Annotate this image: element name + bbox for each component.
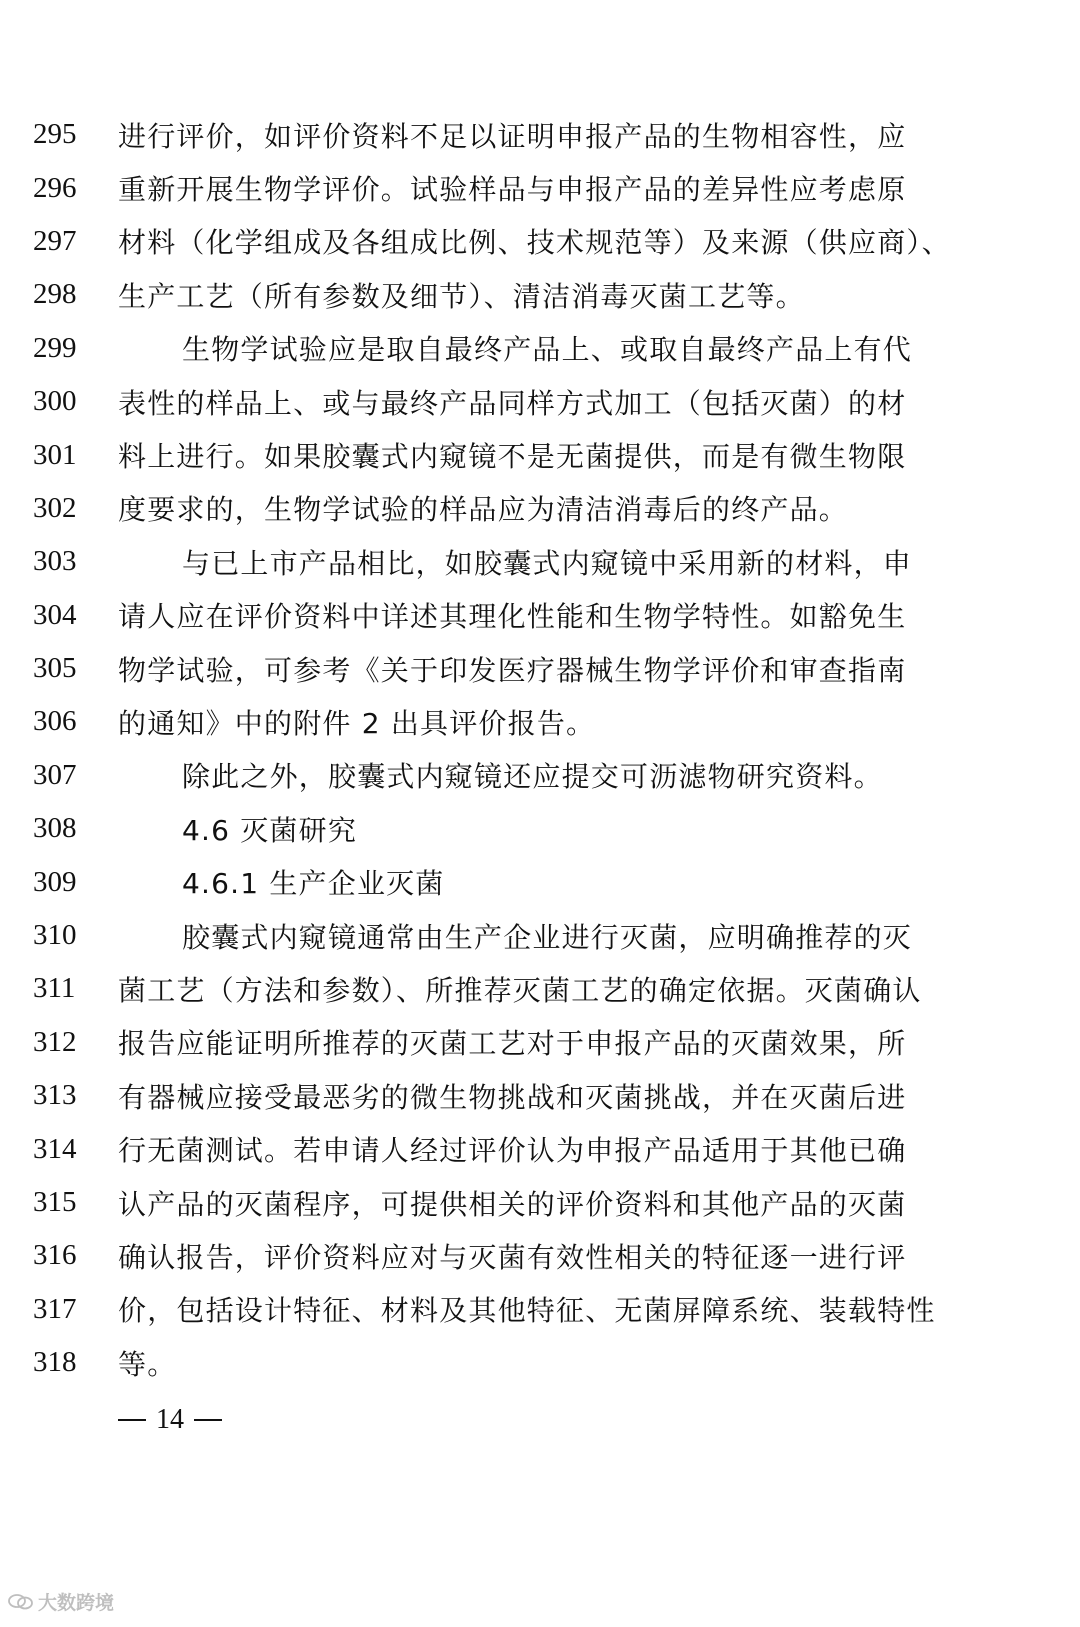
text-line (0, 909, 1080, 962)
watermark (8, 1588, 114, 1615)
text-line (0, 161, 1080, 214)
line-text: 确认报告，评价资料应对与灭菌有效性相关的特征逐一进行评 (118, 1240, 907, 1274)
line-text: 重新开展生物学评价。试验样品与申报产品的差异性应考虑原 (118, 173, 907, 207)
line-text: 料上进行。如果胶囊式内窥镜不是无菌提供，而是有微生物限 (118, 440, 907, 474)
line-text: 4.6.1 生产企业灭菌 (182, 867, 445, 901)
text-line (0, 428, 1080, 481)
line-number: 308 (33, 812, 77, 845)
line-number: 311 (33, 972, 76, 1005)
line-number: 312 (33, 1025, 77, 1058)
page-number-footer (118, 1404, 222, 1436)
page-number-dash-left (118, 1419, 146, 1421)
line-number: 303 (33, 545, 77, 578)
line-text: 生物学试验应是取自最终产品上、或取自最终产品上有代 (182, 333, 913, 367)
line-number: 297 (33, 224, 77, 257)
watermark-text: 大数跨境 (38, 1592, 115, 1614)
text-line (0, 482, 1080, 535)
chat-bubble-logo-icon (8, 1593, 34, 1611)
line-text: 进行评价，如评价资料不足以证明申报产品的生物相容性，应 (118, 119, 907, 153)
line-number: 317 (33, 1292, 77, 1325)
text-line (0, 108, 1080, 161)
line-text: 行无菌测试。若申请人经过评价认为申报产品适用于其他已确 (118, 1134, 907, 1168)
line-number: 310 (33, 919, 77, 952)
line-number: 304 (33, 598, 77, 631)
line-text: 与已上市产品相比，如胶囊式内窥镜中采用新的材料，申 (182, 546, 913, 580)
line-number: 305 (33, 652, 77, 685)
line-text: 4.6 灭菌研究 (182, 813, 358, 847)
line-number: 307 (33, 758, 77, 791)
text-line (0, 1229, 1080, 1282)
text-line (0, 1016, 1080, 1069)
line-number: 302 (33, 491, 77, 524)
line-number: 295 (33, 118, 77, 151)
text-line (0, 589, 1080, 642)
text-line (0, 535, 1080, 588)
line-text: 度要求的，生物学试验的样品应为清洁消毒后的终产品。 (118, 493, 849, 527)
text-line (0, 268, 1080, 321)
line-number: 313 (33, 1079, 77, 1112)
text-line (0, 962, 1080, 1015)
line-text: 胶囊式内窥镜通常由生产企业进行灭菌，应明确推荐的灭 (182, 920, 913, 954)
line-number: 315 (33, 1186, 77, 1218)
line-text: 报告应能证明所推荐的灭菌工艺对于申报产品的灭菌效果，所 (118, 1027, 907, 1061)
text-line (0, 1069, 1080, 1122)
line-text: 请人应在评价资料中详述其理化性能和生物学特性。如豁免生 (118, 600, 907, 634)
line-text: 物学试验，可参考《关于印发医疗器械生物学评价和审查指南 (118, 653, 907, 687)
text-line (0, 1122, 1080, 1175)
text-line (0, 375, 1080, 428)
text-line (0, 215, 1080, 268)
line-text: 有器械应接受最恶劣的微生物挑战和灭菌挑战，并在灭菌后进 (118, 1080, 907, 1114)
line-number: 316 (33, 1239, 77, 1272)
line-text: 菌工艺（方法和参数）、所推荐灭菌工艺的确定依据。灭菌确认 (118, 973, 922, 1007)
line-number: 314 (33, 1132, 77, 1165)
text-line (0, 1176, 1080, 1229)
line-number: 301 (33, 438, 77, 471)
line-number: 299 (33, 331, 77, 364)
line-text: 除此之外，胶囊式内窥镜还应提交可沥滤物研究资料。 (182, 760, 883, 794)
line-text: 的通知》中的附件 2 出具评价报告。 (118, 706, 596, 740)
text-line (0, 1336, 1080, 1389)
text-line (0, 749, 1080, 802)
numbered-text-lines (0, 108, 1080, 1389)
text-line (0, 1283, 1080, 1336)
text-line (0, 802, 1080, 855)
line-number: 306 (33, 705, 77, 738)
text-line (0, 642, 1080, 695)
page-number-dash-right (194, 1419, 222, 1421)
page-number: 14 (156, 1404, 184, 1435)
line-number: 298 (33, 278, 77, 311)
line-text: 价，包括设计特征、材料及其他特征、无菌屏障系统、装载特性 (118, 1294, 936, 1328)
text-line (0, 855, 1080, 908)
line-text: 表性的样品上、或与最终产品同样方式加工（包括灭菌）的材 (118, 386, 907, 420)
line-text: 材料（化学组成及各组成比例、技术规范等）及来源（供应商）、 (118, 226, 951, 260)
line-number: 318 (33, 1346, 77, 1379)
line-text: 生产工艺（所有参数及细节）、清洁消毒灭菌工艺等。 (118, 279, 805, 313)
line-text: 等。 (118, 1347, 177, 1381)
text-line (0, 322, 1080, 375)
line-number: 296 (33, 171, 77, 204)
line-number: 309 (33, 865, 77, 898)
line-number: 300 (33, 385, 77, 418)
line-text: 认产品的灭菌程序，可提供相关的评价资料和其他产品的灭菌 (118, 1187, 907, 1221)
text-line (0, 695, 1080, 748)
